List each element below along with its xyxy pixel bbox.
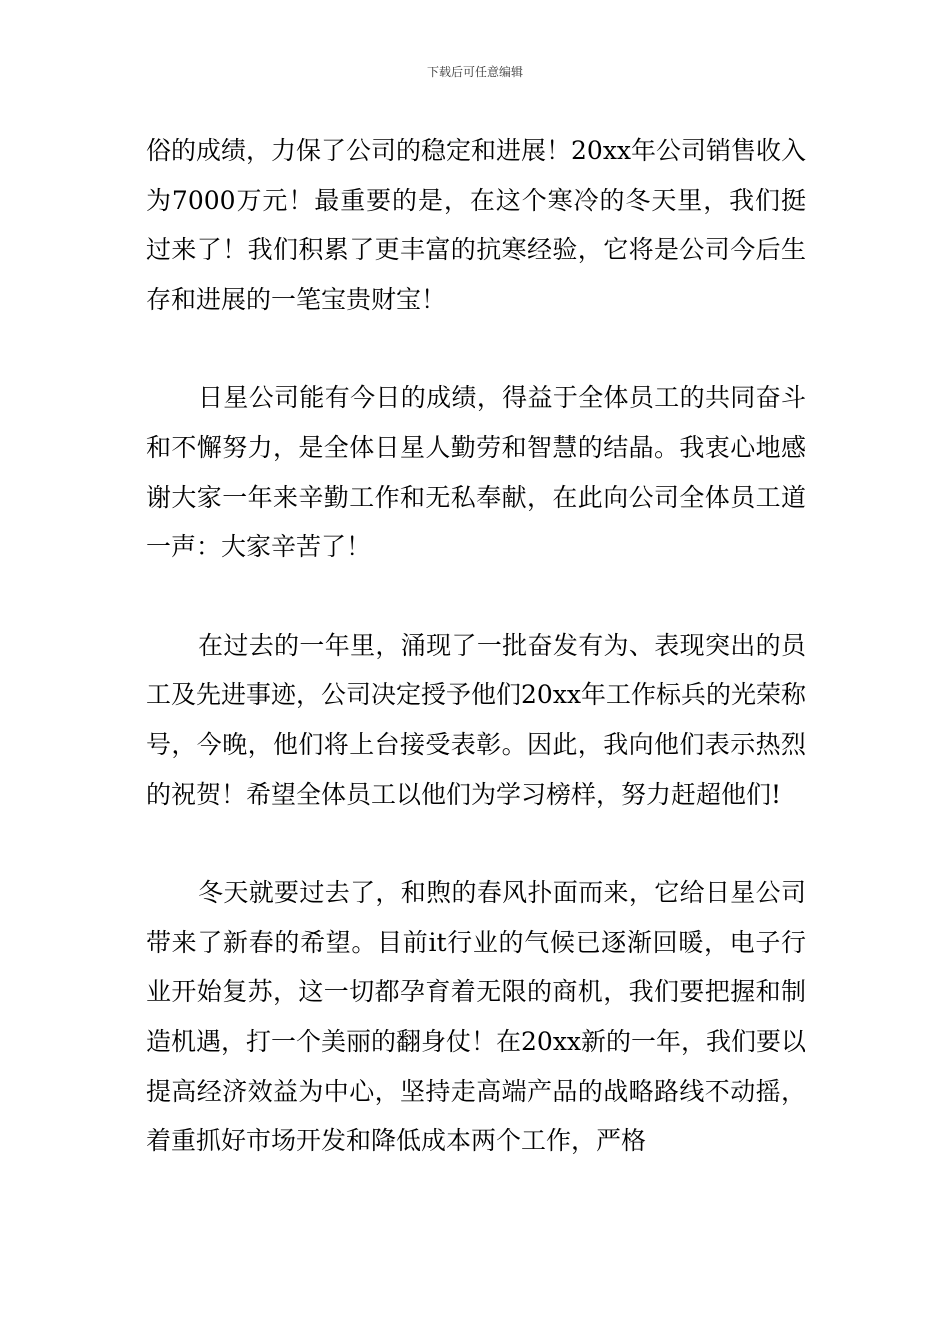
paragraph-1: 俗的成绩，力保了公司的稳定和进展！20xx年公司销售收入为7000万元！最重要的是，在这个寒冷的冬天里，我们挺过来了！我们积累了更丰富的抗寒经验，它将是公司今后生存和进展的一笔宝贵财宝！ <box>146 136 807 314</box>
paragraph-4: 冬天就要过去了，和煦的春风扑面而来，它给日星公司带来了新春的希望。目前it行业的气候已逐渐回暖，电子行业开始复苏，这一切都孕育着无限的商机，我们要把握和制造机遇，打一个美丽的翻身仗！在20xx新的一年，我们要以提高经济效益为中心，坚持走高端产品的战略路线不动摇，着重抓好市场开发和降低成本两个工作，严格 <box>146 878 807 1156</box>
page-header-note: 下载后可任意编辑 <box>426 65 523 79</box>
paragraph-3: 在过去的一年里，涌现了一批奋发有为、表现突出的员工及先进事迹，公司决定授予他们20xx年工作标兵的光荣称号，今晚，他们将上台接受表彰。因此，我向他们表示热烈的祝贺！希望全体员工以他们为学习榜样，努力赶超他们! <box>146 630 807 809</box>
document-body <box>146 126 806 1166</box>
paragraph-2: 日星公司能有今日的成绩，得益于全体员工的共同奋斗和不懈努力，是全体日星人勤劳和智慧的结晶。我衷心地感谢大家一年来辛勤工作和无私奉献，在此向公司全体员工道一声：大家辛苦了！ <box>146 383 806 562</box>
